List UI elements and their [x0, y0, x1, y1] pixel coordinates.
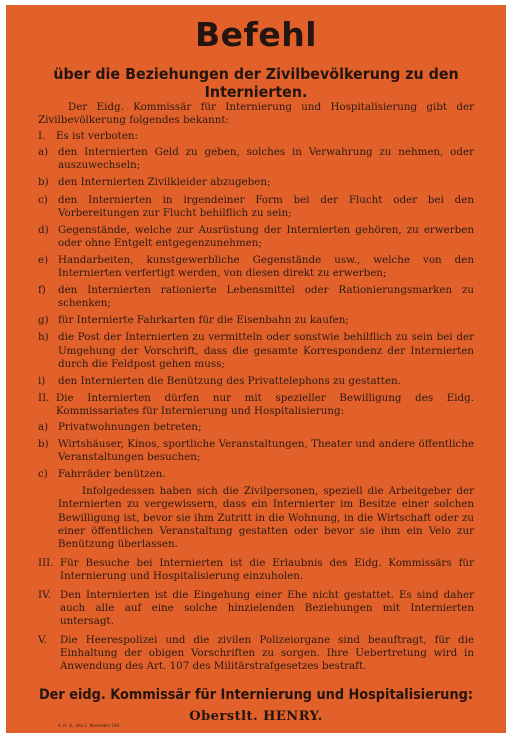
section-5: V. Die Heerespolizei und die zivilen Polizeiorgane sind beauftragt, für die Einhaltung der obigen Vorschriften zu sorgen. Ihre Uebertretung wird in Anwendung des Art. 107 des Militärstrafgesetzes bestraft. — [38, 634, 474, 673]
poster-title: Befehl — [194, 15, 318, 54]
list-item: b) den Internierten Zivilkleider abzugeben; — [38, 176, 271, 189]
list-item: e) Handarbeiten, kunstgewerbliche Gegenstände usw., welche von den Internierten verfertigt werden, von diesen direkt zu erwerben; — [38, 253, 474, 280]
list-item: c) Fahrräder benützen. — [38, 468, 166, 481]
section-1-heading: I. Es ist verboten: — [38, 130, 139, 143]
section-2-heading: II. Die Internierten dürfen nur mit spezieller Bewilligung des Eidg. Kommissariates für Internierung und Hospitalisierung: — [38, 391, 474, 417]
closing-line: Der eidg. Kommissär für Internierung und Hospitalisierung: — [38, 687, 474, 703]
list-item: h) die Post der Internierten zu vermitteln oder sonstwie behilflich zu sein bei der Umgehung der Vorschrift, dass die gesamte Korrespondenz der Internierten durch die Feldpost gehen muss; — [38, 331, 474, 370]
section-4: IV. Den Internierten ist die Eingehung einer Ehe nicht gestattet. Es sind daher auch alle auf eine solche hinzielenden Beziehungen mit Internierten untersagt. — [38, 589, 474, 628]
list-item: a) Privatwohnungen betreten; — [38, 420, 202, 433]
intro-text: Der Eidg. Kommissär für Internierung und Hospitalisierung gibt der Zivilbevölkerung folgendes bekannt: — [38, 101, 474, 127]
list-item: i) den Internierten die Benützung des Privattelephons zu gestatten. — [38, 374, 401, 387]
poster-subtitle: über die Beziehungen der Zivilbevölkerung zu den Internierten. — [53, 65, 459, 101]
list-item: a) den Internierten Geld zu geben, solches in Verwahrung zu nehmen, oder auszuwechseln; — [38, 146, 474, 172]
signature: Oberstlt. HENRY. — [189, 709, 323, 724]
list-item: d) Gegenstände, welche zur Ausrüstung der Internierten gehören, zu erwerben oder ohne Entgelt entgegenzunehmen; — [38, 223, 474, 249]
print-footnote: A. H. Q., den 1. November 194 — [58, 723, 120, 728]
poster-body — [38, 101, 474, 680]
section-3: III. Für Besuche bei Internierten ist die Erlaubnis des Eidg. Kommissärs für Internierung und Hospitalisierung einzuholen. — [38, 556, 474, 582]
section-2-paragraph: Infolgedessen haben sich die Zivilpersonen, speziell die Arbeitgeber der Internierten zu vergewissern, dass ein Internierter im Besitze einer solchen Bewilligung ist, bevor sie ihm Zutritt in die Wohnung, in die Wirtschaft oder zu einer öffentlichen Veranstaltung gestatten oder bevor sie ihm ein Velo zur Benützung überlassen. — [58, 485, 474, 550]
list-item: g) für Internierte Fahrkarten für die Eisenbahn zu kaufen; — [38, 314, 349, 327]
list-item: f) den Internierten rationierte Lebensmittel oder Rationierungsmarken zu schenken; — [38, 284, 474, 310]
poster — [6, 5, 506, 733]
list-item: b) Wirtshäuser, Kinos, sportliche Veranstaltungen, Theater und andere öffentliche Veranstaltungen besuchen; — [38, 438, 474, 464]
list-item: c) den Internierten in irgendeiner Form bei der Flucht oder bei den Vorbereitungen zur Flucht behilflich zu sein; — [38, 193, 474, 219]
